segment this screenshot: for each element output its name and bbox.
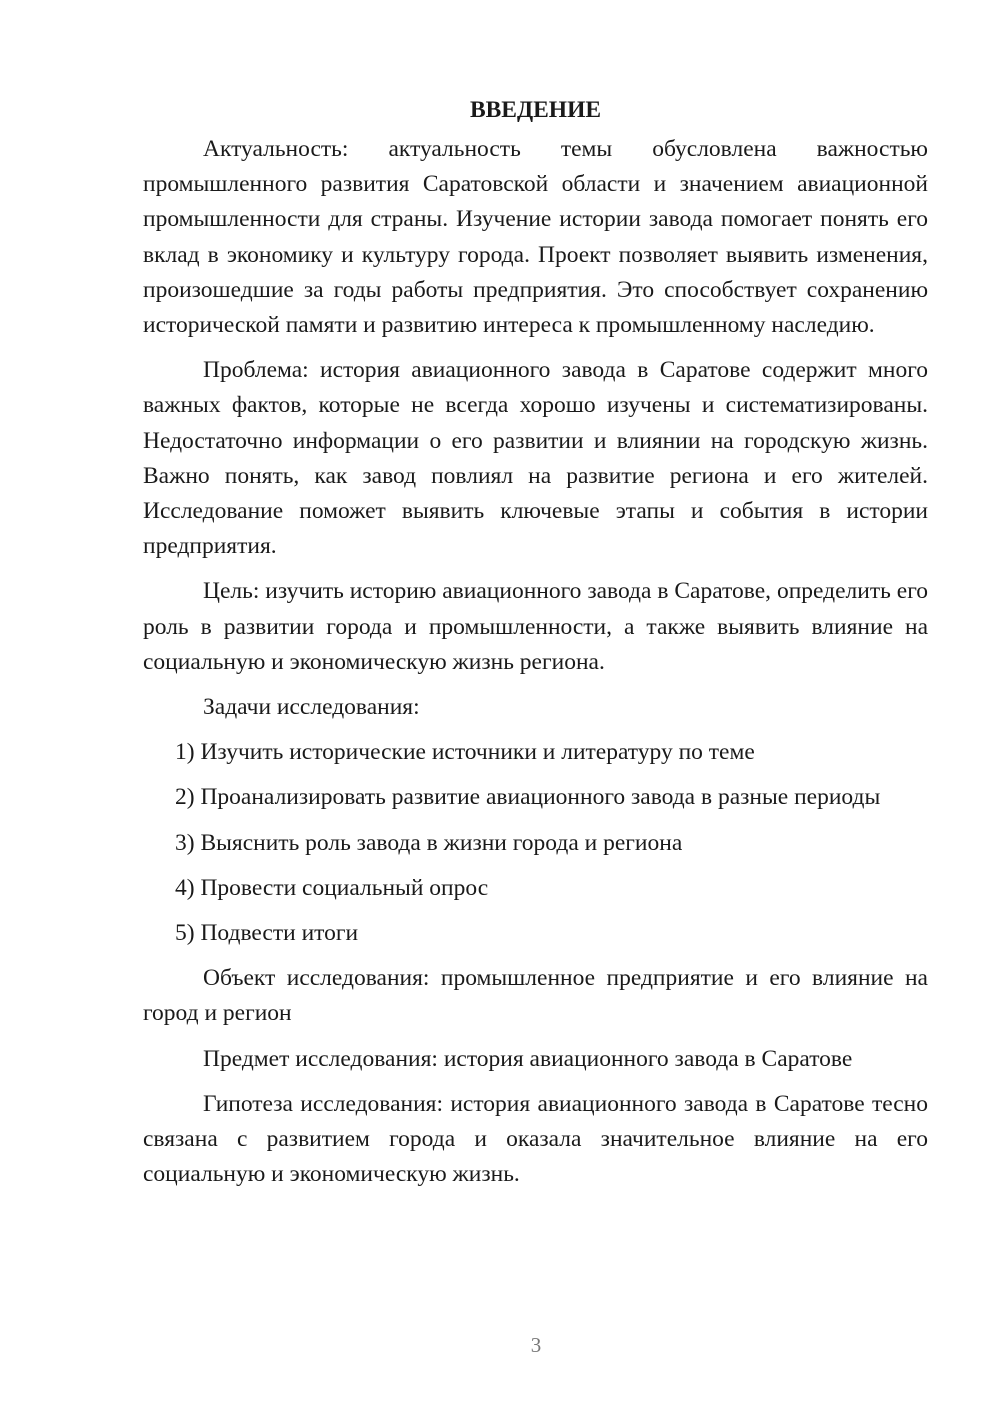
relevance-paragraph: Актуальность: актуальность темы обусловлена важностью промышленного развития Саратовской области и значением авиационной промышленности для страны. Изучение истории завода помогает понять его вклад в экономику и культуру города. Проект позволяет выявить изменения, произошедшие за годы работы предприятия. Это способствует сохранению исторической памяти и развитию интереса к промышленному наследию. (143, 136, 928, 339)
task-item: 5) Подвести итоги (175, 920, 359, 947)
object-paragraph: Объект исследования: промышленное предприятие и его влияние на город и регион (143, 965, 928, 1027)
task-item: 4) Провести социальный опрос (175, 874, 489, 901)
task-item: 1) Изучить исторические источники и литературу по теме (175, 739, 755, 766)
tasks-heading: Задачи исследования: (203, 694, 420, 721)
subject-paragraph: Предмет исследования: история авиационного завода в Саратове (203, 1045, 853, 1072)
task-item: 2) Проанализировать развитие авиационного завода в разные периоды (175, 784, 881, 811)
tasks-list (143, 735, 928, 951)
page-number: 3 (530, 1333, 542, 1357)
problem-paragraph: Проблема: история авиационного завода в Саратове содержит много важных фактов, которые не всегда хорошо изучены и систематизированы. Недостаточно информации о его развитии и влиянии на городскую жизнь. Важно понять, как завод повлиял на развитие региона и его жителей. Исследование поможет выявить ключевые этапы и события в истории предприятия. (143, 357, 928, 560)
hypothesis-paragraph: Гипотеза исследования: история авиационного завода в Саратове тесно связана с развитием города и оказала значительное влияние на его социальную и экономическую жизнь. (143, 1090, 928, 1188)
page-title: ВВЕДЕНИЕ (469, 97, 602, 123)
goal-paragraph: Цель: изучить историю авиационного завода в Саратове, определить его роль в развитии города и промышленности, а также выявить влияние на социальную и экономическую жизнь региона. (143, 578, 928, 675)
document-page (143, 92, 928, 1202)
task-item: 3) Выяснить роль завода в жизни города и региона (175, 829, 683, 856)
